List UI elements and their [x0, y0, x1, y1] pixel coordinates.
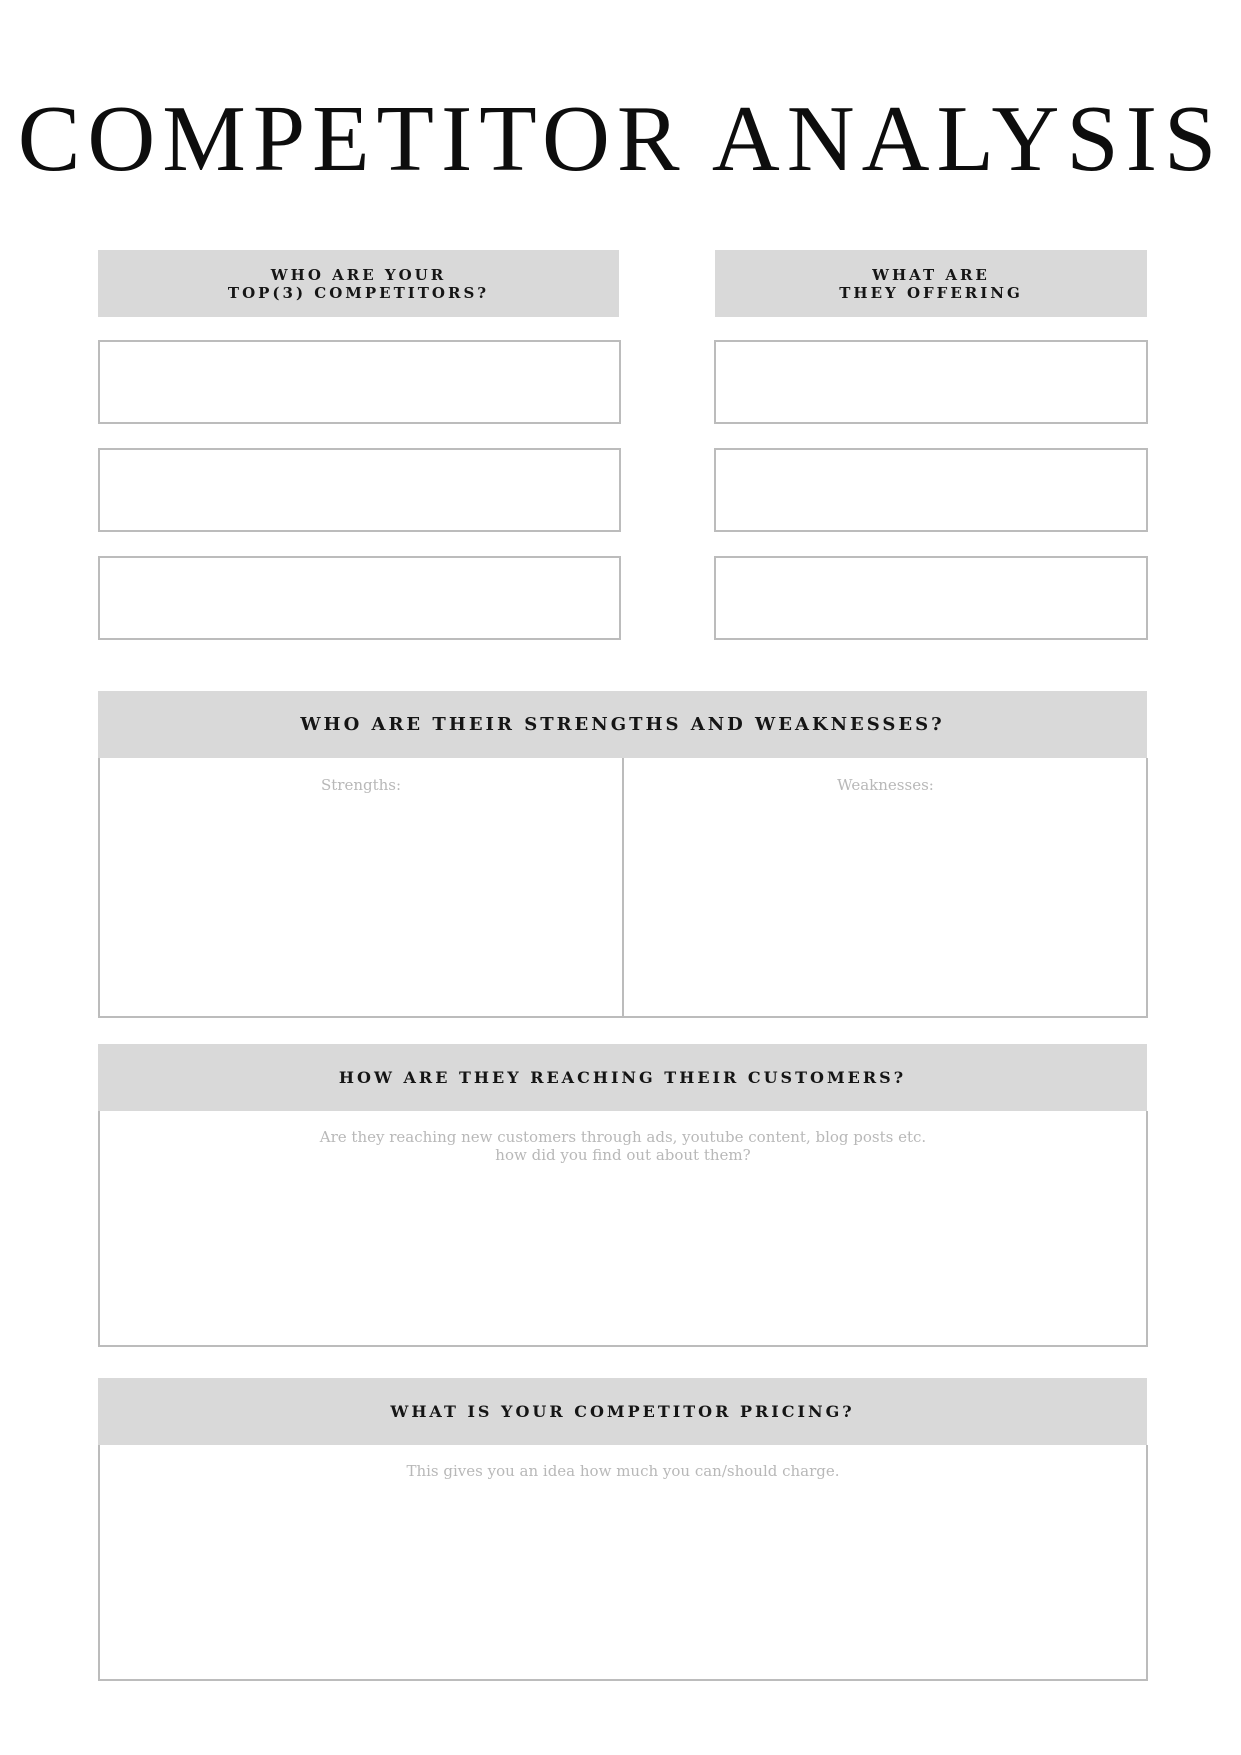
offering-field-1[interactable]	[714, 340, 1148, 424]
reach-panel[interactable]	[98, 1111, 1148, 1347]
pricing-panel[interactable]	[98, 1445, 1148, 1681]
reach-header	[98, 1044, 1147, 1111]
pricing-header-text: WHAT IS YOUR COMPETITOR PRICING?	[390, 1401, 855, 1421]
reach-hint-line2: how did you find out about them?	[495, 1146, 751, 1164]
reach-header-text: HOW ARE THEY REACHING THEIR CUSTOMERS?	[338, 1067, 907, 1087]
pricing-hint: This gives you an idea how much you can/should charge.	[406, 1462, 840, 1480]
offering-field-3[interactable]	[714, 556, 1148, 640]
page-title: COMPETITOR ANALYSIS	[17, 87, 1224, 191]
strengths-area[interactable]	[100, 758, 622, 1016]
competitor-field-3[interactable]	[98, 556, 621, 640]
offering-header-line2: THEY OFFERING	[839, 283, 1023, 302]
offering-header	[715, 250, 1147, 317]
offering-field-2[interactable]	[714, 448, 1148, 532]
reach-hint	[100, 1128, 1146, 1164]
strengths-weaknesses-header	[98, 691, 1147, 758]
competitor-field-2[interactable]	[98, 448, 621, 532]
strengths-weaknesses-header-text: WHO ARE THEIR STRENGTHS AND WEAKNESSES?	[300, 713, 945, 735]
weaknesses-area[interactable]	[625, 758, 1146, 1016]
pricing-header	[98, 1378, 1147, 1445]
competitor-field-1[interactable]	[98, 340, 621, 424]
reach-hint-line1: Are they reaching new customers through ads, youtube content, blog posts etc.	[319, 1128, 927, 1146]
offering-header-line1: WHAT ARE	[872, 265, 990, 284]
strengths-weaknesses-panel	[98, 758, 1148, 1018]
competitors-header-line2: TOP(3) COMPETITORS?	[227, 283, 490, 302]
strengths-label: Strengths:	[320, 776, 402, 794]
column-divider	[622, 758, 624, 1016]
competitors-header-line1: WHO ARE YOUR	[270, 265, 447, 284]
competitors-header	[98, 250, 619, 317]
weaknesses-label: Weaknesses:	[837, 776, 934, 794]
